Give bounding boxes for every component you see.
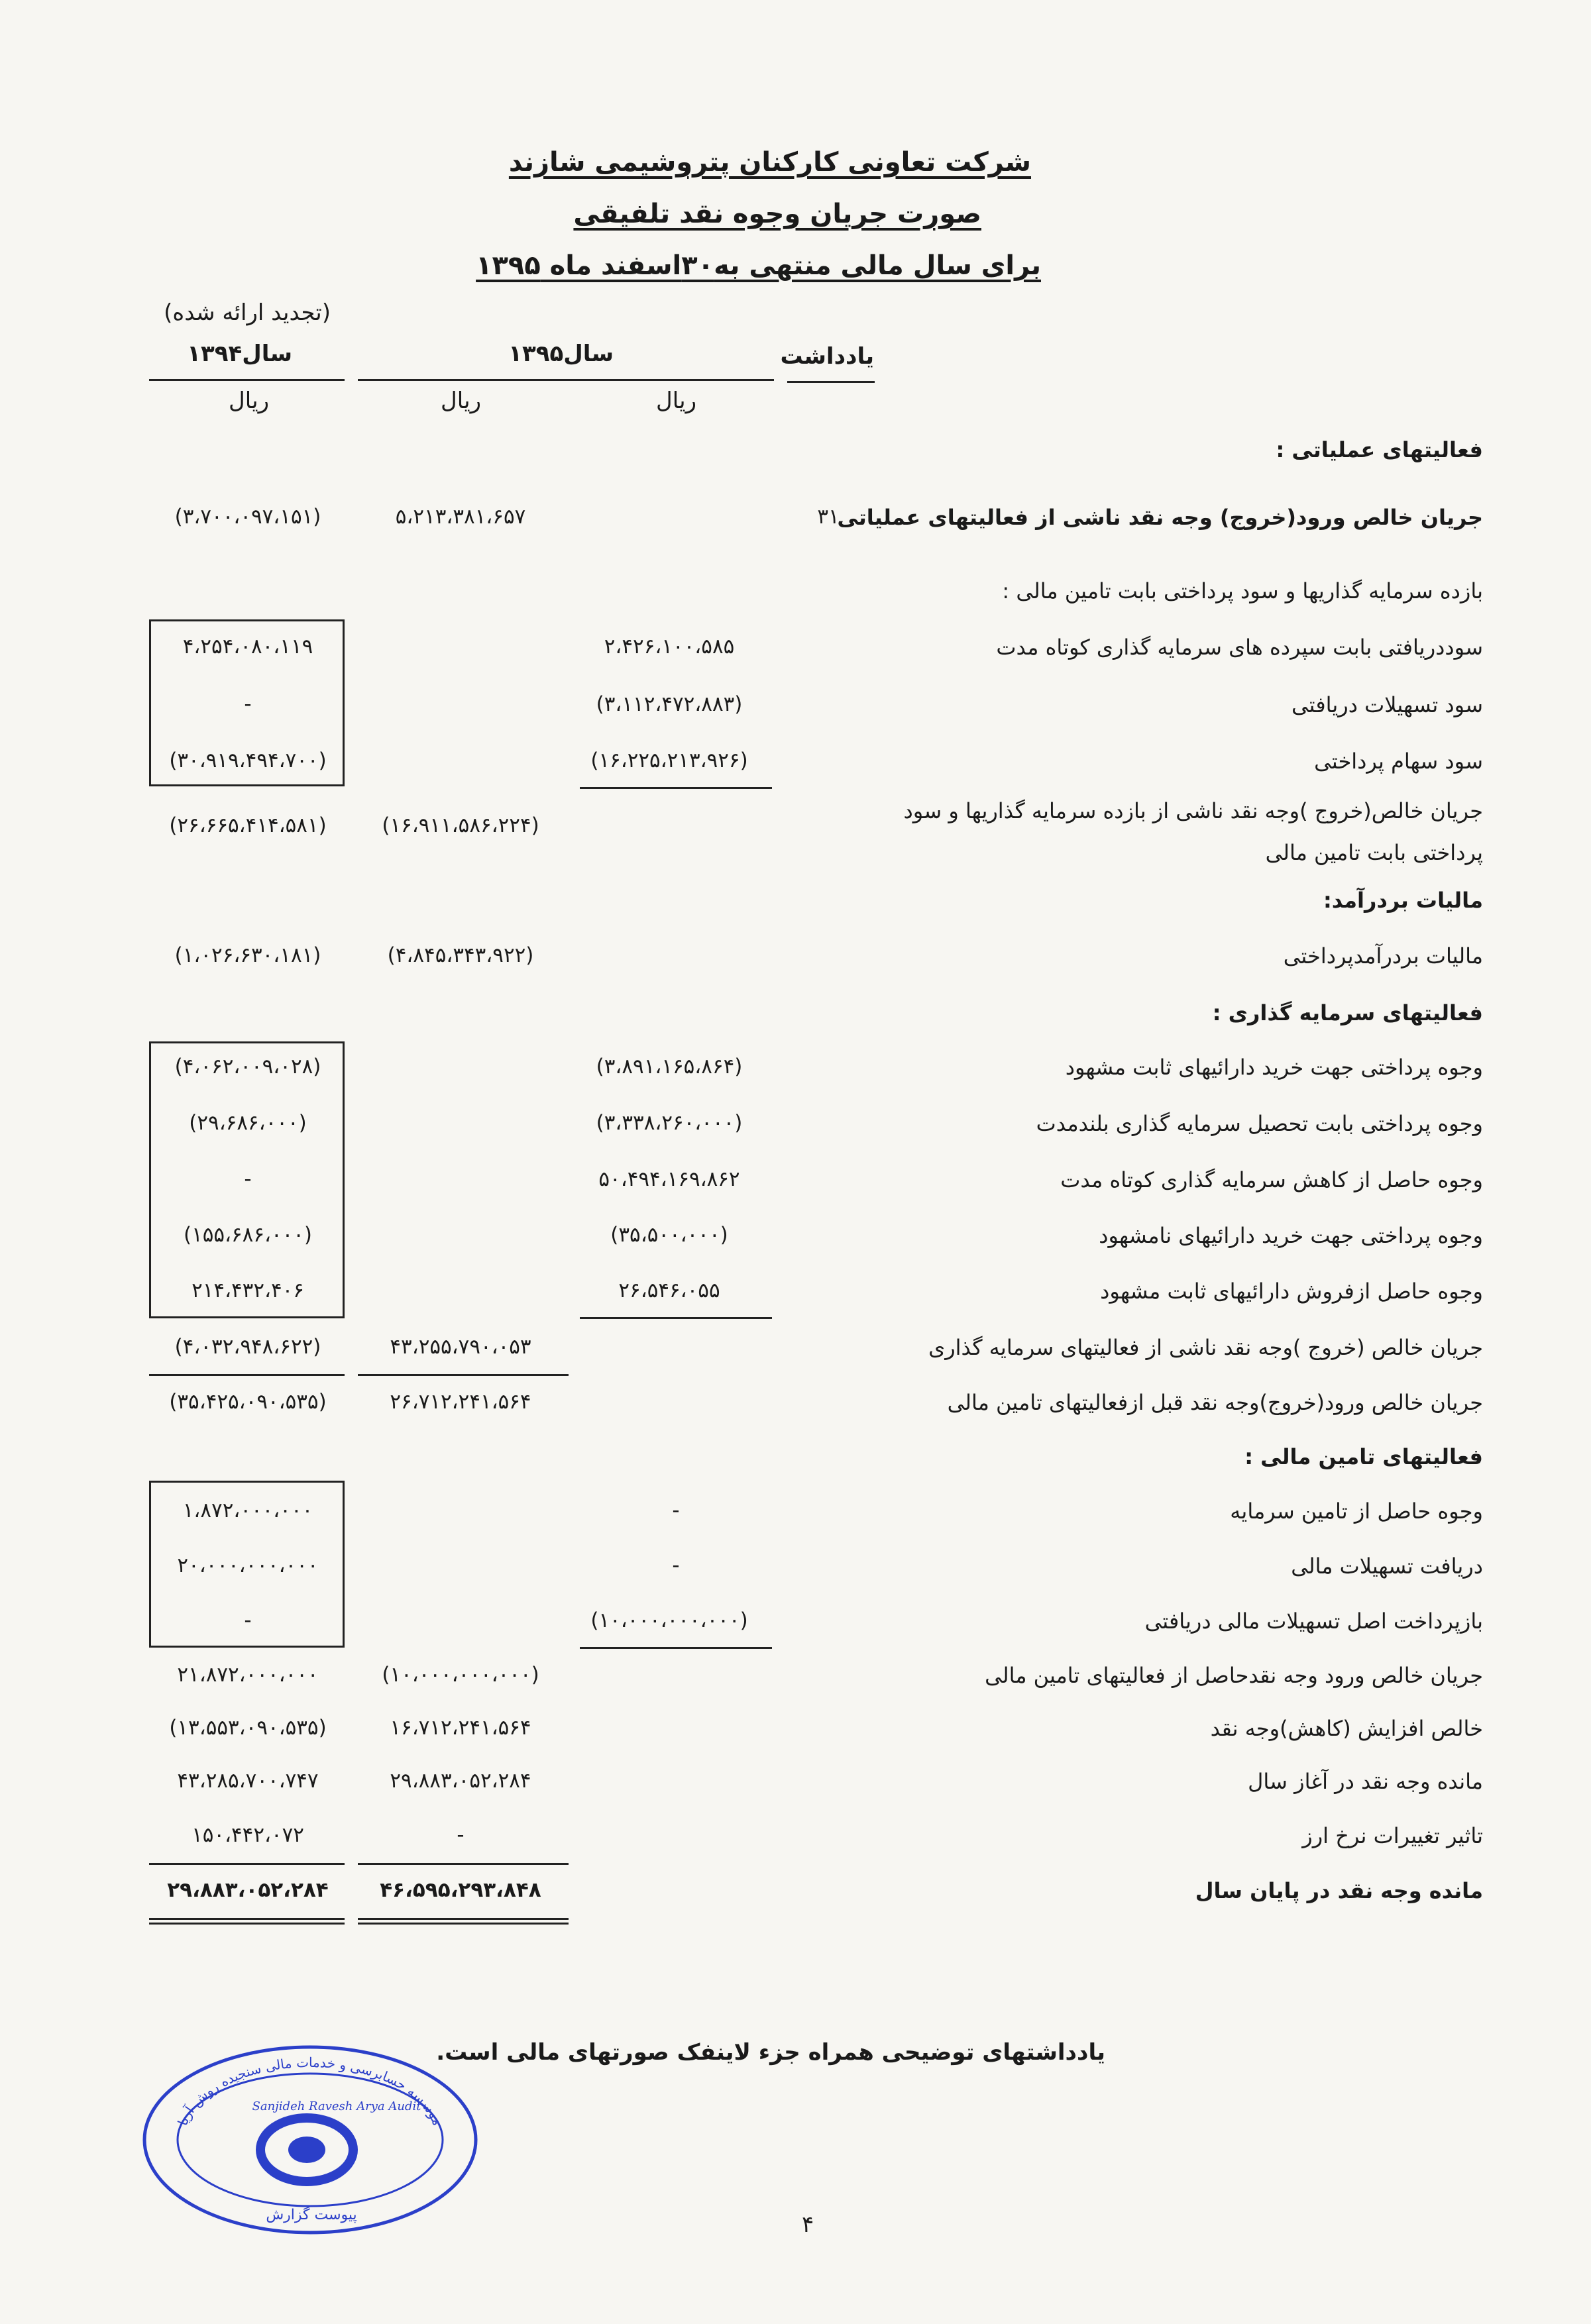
current-value: (۱۶،۹۱۱،۵۸۶،۲۲۴) <box>382 814 539 837</box>
row-label: جریان خالص ورود وجه نقدحاصل از فعالیتهای تامین مالی <box>985 1663 1483 1688</box>
row-label: جریان خالص (خروج )وجه نقد ناشی از فعالیتهای سرمایه گذاری <box>928 1335 1483 1360</box>
prior-value: ۱،۸۷۲،۰۰۰،۰۰۰ <box>182 1499 313 1522</box>
detail-value: (۱۶،۲۲۵،۲۱۳،۹۲۶) <box>590 749 748 772</box>
detail-value: (۳،۱۱۲،۴۷۲،۸۸۳) <box>596 692 743 716</box>
detail-subtotal-rule <box>580 787 772 789</box>
detail-subtotal-rule <box>580 1647 772 1649</box>
row-label: جریان خالص(خروج )وجه نقد ناشی از بازده سرمایه گذاریها و سود <box>903 798 1483 823</box>
row-label: بازده سرمایه گذاریها و سود پرداختی بابت تامین مالی : <box>1002 578 1483 604</box>
prior-value: ۲۰،۰۰۰،۰۰۰،۰۰۰ <box>177 1554 319 1577</box>
detail-value: (۳،۳۳۸،۲۶۰،۰۰۰) <box>596 1111 743 1135</box>
footer-note: یادداشتهای توضیحی همراه جزء لاینفک صورتهای مالی است. <box>436 2039 1105 2066</box>
prior-value: ۲۱،۸۷۲،۰۰۰،۰۰۰ <box>177 1663 319 1687</box>
prior-value: ۲۱۴،۴۳۲،۴۰۶ <box>192 1279 304 1302</box>
detail-value: - <box>672 1554 680 1577</box>
detail-value: ۵۰،۴۹۴،۱۶۹،۸۶۲ <box>598 1167 740 1191</box>
prior-subtotal-rule <box>149 1863 345 1865</box>
currency-prior-header: ریال <box>229 388 269 414</box>
prior-value: (۴،۰۳۲،۹۴۸،۶۲۲) <box>174 1335 321 1359</box>
row-label: فعالیتهای تامین مالی : <box>1244 1444 1483 1469</box>
prior-value: ۱۵۰،۴۴۲،۰۷۲ <box>192 1823 304 1847</box>
row-label: وجوه حاصل از کاهش سرمایه گذاری کوتاه مدت <box>1060 1167 1483 1192</box>
note-ref: ۳۱ <box>817 505 840 529</box>
row-label: فعالیتهای عملیاتی : <box>1276 437 1483 462</box>
row-label: سود تسهیلات دریافتی <box>1291 692 1483 717</box>
prior-value: ۲۹،۸۸۳،۰۵۲،۲۸۴ <box>167 1878 329 1902</box>
detail-value: (۳۵،۵۰۰،۰۰۰) <box>610 1223 728 1247</box>
current-subtotal-rule <box>358 1863 569 1865</box>
detail-value: ۲۶،۵۴۶،۰۵۵ <box>618 1279 720 1302</box>
row-label: تاثیر تغییرات نرخ ارز <box>1302 1823 1483 1848</box>
row-label: سود سهام پرداختی <box>1314 749 1483 774</box>
detail-subtotal-rule <box>580 1317 772 1319</box>
prior-value: - <box>244 1609 252 1632</box>
stamp-bottom-text: پیوست گزارش <box>266 2207 357 2223</box>
row-label: وجوه پرداختی جهت خرید دارائیهای ثابت مشهود <box>1065 1055 1483 1080</box>
currency-current-header: ریال <box>441 388 481 414</box>
prior-value: - <box>244 692 252 716</box>
current-value: (۴،۸۴۵،۳۴۳،۹۲۲) <box>387 943 534 967</box>
year-current-rule <box>358 379 774 381</box>
row-label: مالیات بردرآمدپرداختی <box>1283 943 1483 969</box>
row-label: بازپرداخت اصل تسهیلات مالی دریافتی <box>1144 1609 1483 1634</box>
prior-value: ۴،۲۵۴،۰۸۰،۱۱۹ <box>182 635 313 659</box>
detail-value: (۱۰،۰۰۰،۰۰۰،۰۰۰) <box>590 1609 748 1632</box>
prior-value: ۴۳،۲۸۵،۷۰۰،۷۴۷ <box>177 1769 319 1793</box>
prior-value: (۱،۰۲۶،۶۳۰،۱۸۱) <box>174 943 321 967</box>
year-prior-header: سال۱۳۹۴ <box>187 341 292 367</box>
current-value: ۴۶،۵۹۵،۲۹۳،۸۴۸ <box>380 1878 541 1902</box>
row-label: دریافت تسهیلات مالی <box>1291 1554 1483 1579</box>
prior-total-double-rule <box>149 1918 345 1925</box>
prior-value: (۳۰،۹۱۹،۴۹۴،۷۰۰) <box>169 749 327 772</box>
prior-value: (۳،۷۰۰،۰۹۷،۱۵۱) <box>174 505 321 529</box>
current-value: ۴۳،۲۵۵،۷۹۰،۰۵۳ <box>390 1335 531 1359</box>
current-value: (۱۰،۰۰۰،۰۰۰،۰۰۰) <box>382 1663 539 1687</box>
detail-value: - <box>672 1499 680 1522</box>
row-label: فعالیتهای سرمایه گذاری : <box>1212 1000 1483 1026</box>
prior-value: (۱۳،۵۵۳،۰۹۰،۵۳۵) <box>169 1716 327 1740</box>
prior-value: (۲۶،۶۶۵،۴۱۴،۵۸۱) <box>169 814 327 837</box>
row-label: سوددریافتی بابت سپرده های سرمایه گذاری کوتاه مدت <box>996 635 1483 660</box>
current-value: ۲۹،۸۸۳،۰۵۲،۲۸۴ <box>390 1769 531 1793</box>
row-label: مانده وجه نقد در پایان سال <box>1195 1878 1483 1903</box>
stamp-text-fa: موسسه حسابرسی و خدمات مالی سنجیده روش آریا <box>174 2054 446 2128</box>
company-title: شرکت تعاونی کارکنان پتروشیمی شازند <box>508 147 1031 178</box>
row-label: جریان خالص ورود(خروج) وجه نقد ناشی از فعالیتهای عملیاتی <box>837 505 1483 530</box>
prior-value: (۱۵۵،۶۸۶،۰۰۰) <box>183 1223 313 1247</box>
page-number: ۴ <box>802 2211 814 2238</box>
row-label: پرداختی بابت تامین مالی <box>1265 840 1483 865</box>
year-prior-rule <box>149 379 345 381</box>
statement-title: صورت جریان وجوه نقد تلفیقی <box>573 199 981 229</box>
row-label: مالیات بردرآمد: <box>1323 888 1483 913</box>
period-title: برای سال مالی منتهی به۳۰اسفند ماه ۱۳۹۵ <box>476 250 1041 281</box>
note-column-header: یادداشت <box>780 343 874 370</box>
row-label: خالص افزایش (کاهش)وجه نقد <box>1210 1716 1483 1741</box>
row-label: جریان خالص ورود(خروج)وجه نقد قبل ازفعالیتهای تامین مالی <box>947 1390 1483 1415</box>
note-header-rule <box>787 381 875 383</box>
row-label: وجوه پرداختی بابت تحصیل سرمایه گذاری بلندمدت <box>1036 1111 1483 1136</box>
prior-value: - <box>244 1167 252 1191</box>
prior-subtotal-rule <box>149 1374 345 1376</box>
year-current-header: سال۱۳۹۵ <box>508 341 614 367</box>
restated-label: (تجدید ارائه شده) <box>164 299 331 326</box>
row-label: وجوه حاصل ازفروش دارائیهای ثابت مشهود <box>1100 1279 1483 1304</box>
detail-value: (۳،۸۹۱،۱۶۵،۸۶۴) <box>596 1055 743 1079</box>
detail-value: ۲،۴۲۶،۱۰۰،۵۸۵ <box>604 635 735 659</box>
stamp-text-en: Sanjideh Ravesh Arya Audit <box>252 2099 421 2113</box>
prior-value: (۲۹،۶۸۶،۰۰۰) <box>189 1111 307 1135</box>
current-value: - <box>457 1823 465 1847</box>
prior-value: (۴،۰۶۲،۰۰۹،۰۲۸) <box>174 1055 321 1079</box>
current-value: ۱۶،۷۱۲،۲۴۱،۵۶۴ <box>390 1716 531 1740</box>
current-subtotal-rule <box>358 1374 569 1376</box>
currency-detail-header: ریال <box>656 388 696 414</box>
row-label: وجوه حاصل از تامین سرمایه <box>1230 1499 1483 1524</box>
row-label: وجوه پرداختی جهت خرید دارائیهای نامشهود <box>1099 1223 1483 1248</box>
current-total-double-rule <box>358 1918 569 1925</box>
prior-value: (۳۵،۴۲۵،۰۹۰،۵۳۵) <box>169 1390 327 1414</box>
current-value: ۵،۲۱۳،۳۸۱،۶۵۷ <box>395 505 526 529</box>
auditor-stamp <box>138 2040 482 2239</box>
row-label: مانده وجه نقد در آغاز سال <box>1248 1769 1483 1794</box>
current-value: ۲۶،۷۱۲،۲۴۱،۵۶۴ <box>390 1390 531 1414</box>
